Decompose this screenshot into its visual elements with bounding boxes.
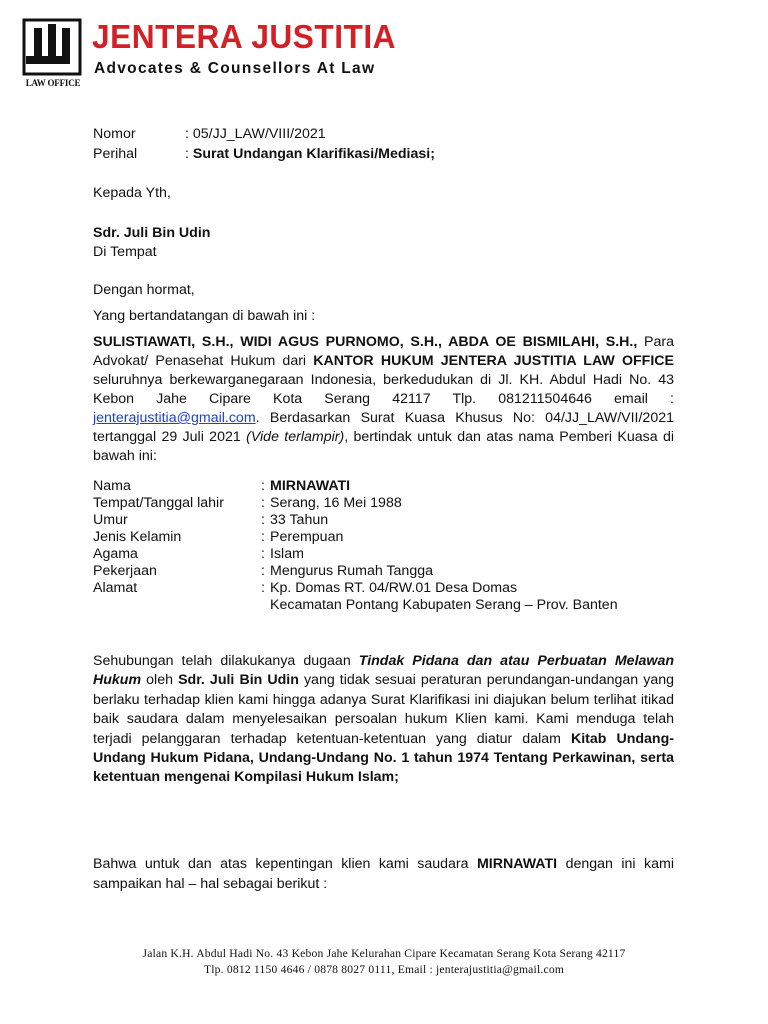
para3-text-1: Bahwa untuk dan atas kepentingan klien kami saudara <box>93 855 477 872</box>
salutation: Kepada Yth, <box>93 185 171 201</box>
identity-label: Pekerjaan <box>93 563 157 579</box>
firm-tagline: Advocates & Counsellors At Law <box>94 60 376 77</box>
identity-label: Tempat/Tanggal lahir <box>93 495 224 511</box>
client-name: MIRNAWATI <box>476 855 558 872</box>
recipient-name: Sdr. Juli Bin Udin <box>93 225 211 241</box>
nomor-row <box>93 124 674 144</box>
client-identity <box>93 478 674 614</box>
letter-footer <box>0 946 768 978</box>
perihal-value: Surat Undangan Klarifikasi/Mediasi; <box>192 146 435 162</box>
perihal-label: Perihal <box>93 146 138 162</box>
advocate-names: SULISTIAWATI, S.H., WIDI AGUS PURNOMO, S.H., ABDA OE BISMILAHI, S.H., <box>93 334 638 350</box>
identity-value: MIRNAWATI <box>270 478 351 494</box>
jj-logo-icon <box>22 18 84 78</box>
identity-value: Kp. Domas RT. 04/RW.01 Desa Domas <box>270 580 518 596</box>
intro-line: Yang bertandatangan di bawah ini : <box>93 308 316 324</box>
para1-text-1: Para Advokat/ Penasehat Hukum dari <box>93 334 674 369</box>
identity-sep: : <box>261 563 265 579</box>
identity-row-religion <box>93 546 674 563</box>
logo-caption: LAW OFFICE <box>25 78 81 88</box>
para3-text-2: dengan ini kami sampaikan hal – hal sebagai berikut : <box>93 855 674 892</box>
firm-name: JENTERA JUSTITIA <box>92 18 396 55</box>
para2-text-1: Sehubungan telah dilakukanya dugaan <box>93 653 359 669</box>
identity-row-age <box>93 512 674 529</box>
identity-value: Islam <box>270 546 304 562</box>
paragraph-advocates <box>93 333 674 466</box>
para1-text-2: seluruhnya berkewarganegaraan Indonesia, berkedudukan di Jl. KH. Abdul Hadi No. 43 Kebon Jahe Cipare Kota Serang 42117 Tlp. 081211504646 email : <box>93 372 674 407</box>
paragraph-purpose <box>93 854 674 894</box>
para1-text-4: , bertindak untuk dan atas nama Pemberi Kuasa di bawah ini: <box>93 429 675 464</box>
identity-sep: : <box>261 495 265 511</box>
vide-note: (Vide terlampir) <box>246 429 345 445</box>
greeting: Dengan hormat, <box>93 282 195 298</box>
identity-row-birth <box>93 495 674 512</box>
identity-value: Serang, 16 Mei 1988 <box>270 495 402 511</box>
identity-value: Perempuan <box>270 529 344 545</box>
identity-sep: : <box>261 546 265 562</box>
identity-row-name <box>93 478 674 495</box>
paragraph-allegation <box>93 652 674 788</box>
identity-label: Nama <box>93 478 131 494</box>
identity-sep: : <box>261 512 265 528</box>
law-office-logo <box>22 18 84 90</box>
identity-label: Jenis Kelamin <box>93 529 182 545</box>
respondent-name: Sdr. Juli Bin Udin <box>178 672 299 689</box>
nomor-value: : 05/JJ_LAW/VIII/2021 <box>185 126 326 142</box>
para2-text-3: yang tidak sesuai peraturan perundangan-undangan yang berlaku terhadap klien kami hingga adanya Surat Klarifikasi ini diajukan belum terlihat itikad baik saudara dalam menyelesaikan persoalan hukum Klien kami. Kami menduga telah terjadi pelanggaran terhadap ketentuan-ketentuan yang diatur dalam <box>93 672 675 747</box>
para2-text-2: oleh <box>141 672 179 689</box>
identity-label: Umur <box>93 512 128 528</box>
footer-address: Jalan K.H. Abdul Hadi No. 43 Kebon Jahe Kelurahan Cipare Kecamatan Serang Kota Serang 42117 <box>142 947 626 960</box>
identity-row-gender <box>93 529 674 546</box>
identity-value: 33 Tahun <box>270 512 329 528</box>
cited-laws: Kitab Undang-Undang Hukum Pidana, Undang-Undang No. 1 tahun 1974 Tentang Perkawinan, serta ketentuan mengenai Kompilasi Hukum Islam; <box>93 730 674 786</box>
perihal-separator: : <box>185 146 193 162</box>
perihal-row <box>93 144 674 164</box>
recipient-place: Di Tempat <box>93 244 157 260</box>
identity-sep: : <box>261 478 265 494</box>
email-link[interactable]: jenterajustitia@gmail.com <box>93 410 256 426</box>
letter-body <box>93 124 674 894</box>
identity-sep: : <box>261 580 265 596</box>
identity-sep: : <box>261 529 265 545</box>
identity-label: Alamat <box>93 580 138 596</box>
identity-value: Mengurus Rumah Tangga <box>270 563 433 579</box>
footer-contact: Tlp. 0812 1150 4646 / 0878 8027 0111, Email : jenterajustitia@gmail.com <box>203 963 565 976</box>
letterhead <box>22 18 396 90</box>
alleged-offense: Tindak Pidana dan atau Perbuatan Melawan Hukum <box>93 653 674 689</box>
law-office-name: KANTOR HUKUM JENTERA JUSTITIA LAW OFFICE <box>313 353 674 369</box>
identity-row-address <box>93 580 674 597</box>
nomor-label: Nomor <box>93 126 136 142</box>
identity-label: Agama <box>93 546 138 562</box>
address-line-2: Kecamatan Pontang Kabupaten Serang – Prov. Banten <box>270 597 618 613</box>
identity-row-occupation <box>93 563 674 580</box>
para1-text-3: . Berdasarkan Surat Kuasa Khusus No: 04/JJ_LAW/VII/2021 tertanggal 29 Juli 2021 <box>93 410 674 445</box>
